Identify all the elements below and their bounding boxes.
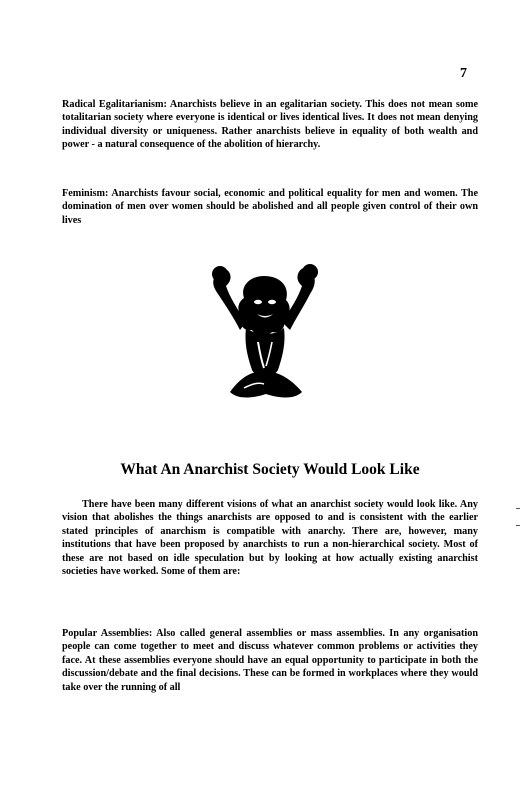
popular-assemblies-term: Popular Assemblies: [62, 628, 153, 639]
feminism-paragraph [62, 187, 478, 227]
popular-assemblies-paragraph [62, 627, 478, 694]
scan-margin-mark [516, 508, 520, 509]
section-heading: What An Anarchist Society Would Look Like [120, 461, 420, 478]
radical-egalitarianism-text: Anarchists believe in an egalitarian society. This does not mean some totalitarian society where everyone is identical or lives identical lives. It does not mean denying individual diversity or uniqueness. Rather anarchists believe in equality of both wealth and power - a natural consequence of the abolition of hierarchy. [62, 99, 478, 151]
page-number: 7 [460, 66, 467, 81]
radical-egalitarianism-paragraph [62, 98, 478, 152]
radical-egalitarianism-term: Radical Egalitarianism: [62, 99, 167, 110]
feminism-term: Feminism: [62, 188, 109, 199]
intro-paragraph: There have been many different visions of what an anarchist society would look like. Any vision that abolishes the things anarchists are opposed to and is consistent with the earlier stated principles of anarchism is compatible with anarchy. There are, however, many institutions that have been proposed by anarchists to run a non-hierarchical society. Most of these are not based on idle speculation but by looking at how actually existing anarchist societies have worked. Some of them are: [62, 499, 478, 578]
popular-assemblies-text: Also called general assemblies or mass assemblies. In any organisation people can come together to meet and discuss whatever common problems or activities they face. At these assemblies everyone should have an equal opportunity to participate in both the discussion/debate and the final decisions. These can be formed in workplaces where they would take over the running of all [62, 628, 478, 693]
raised-arms-figure-icon [200, 258, 330, 406]
scan-margin-mark [516, 525, 520, 526]
feminism-text: Anarchists favour social, economic and political equality for men and women. The domination of men over women should be abolished and all people given control of their own lives [62, 188, 478, 226]
